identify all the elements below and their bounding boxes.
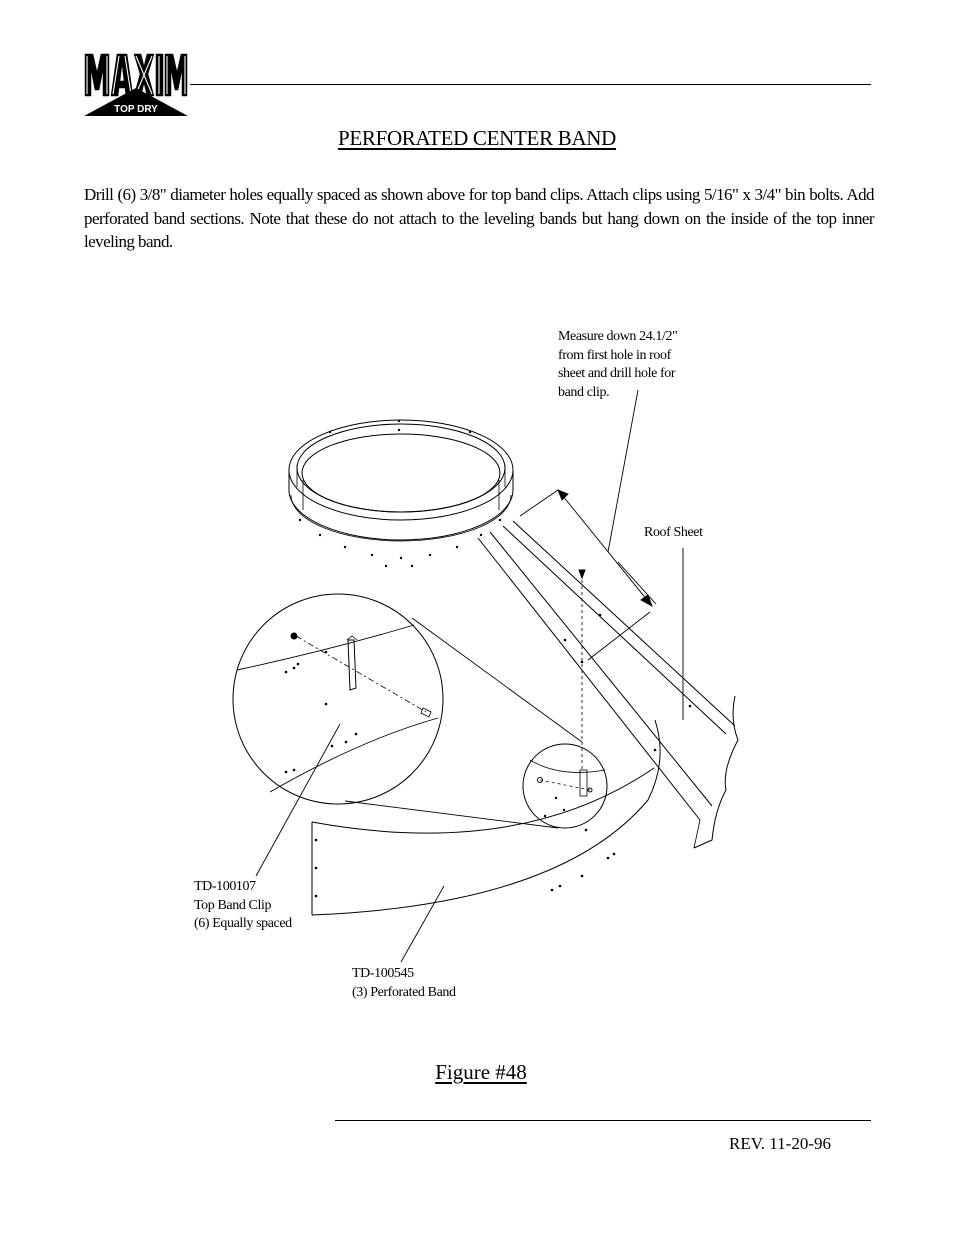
- callout-measure: Measure down 24.1/2" from first hole in roof sheet and drill hole for band clip.: [558, 329, 678, 400]
- large-detail-circle: [233, 594, 443, 804]
- top-ring: [289, 420, 513, 567]
- footer-rule: [335, 1120, 871, 1121]
- leader-band: [401, 886, 444, 962]
- callout-roof-sheet: Roof Sheet: [644, 525, 703, 540]
- leader-clip: [256, 724, 340, 876]
- small-detail-circle: [523, 744, 607, 828]
- perforated-band: [312, 720, 660, 915]
- leader-measure: [608, 390, 638, 552]
- page-title: PERFORATED CENTER BAND: [337, 126, 617, 150]
- roof-sheet: [478, 521, 738, 848]
- callout-perforated-band: TD-100545 (3) Perforated Band: [352, 966, 456, 1000]
- logo-tagline: TOP DRY: [114, 104, 158, 115]
- callout-top-band-clip: TD-100107 Top Band Clip (6) Equally spaced: [194, 879, 292, 931]
- revision-label: REV. 11-20-96: [729, 1134, 831, 1153]
- figure-caption: Figure #48: [435, 1060, 527, 1084]
- instructions-paragraph: Drill (6) 3/8" diameter holes equally spaced as shown above for top band clips. Attach clips using 5/16" x 3/4" bin bolts. Add perforated band sections. Note that these do not attach to the leveling bands but hang down on the inside of the top inner leveling band.: [84, 185, 874, 251]
